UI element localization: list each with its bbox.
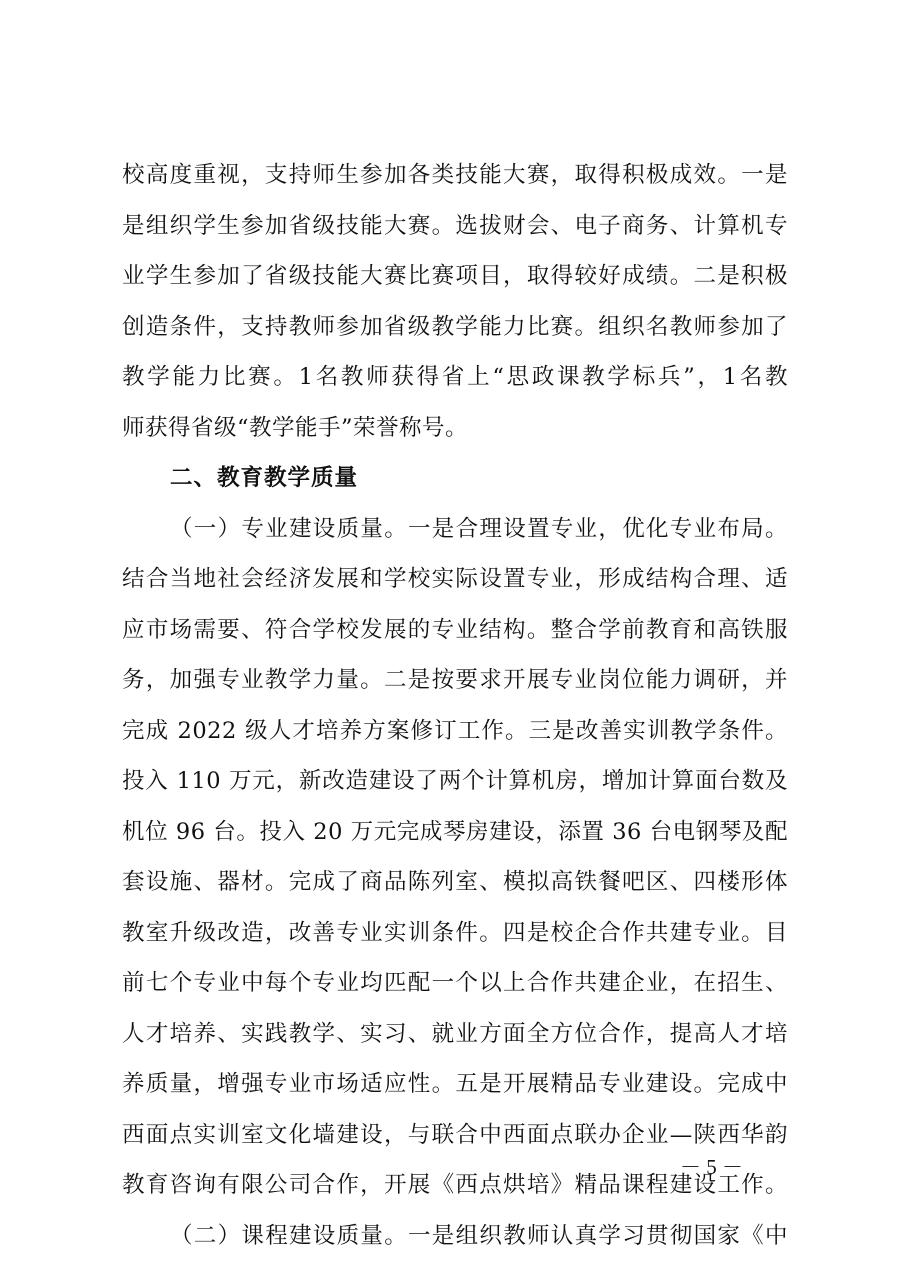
text-line: 养质量，增强专业市场适应性。五是开展精品专业建设。完成中 bbox=[122, 1071, 788, 1097]
text-line: 务，加强专业教学力量。二是按要求开展专业岗位能力调研，并 bbox=[122, 667, 788, 693]
text-line: 校高度重视，支持师生参加各类技能大赛，取得积极成效。一是 bbox=[122, 162, 788, 188]
text-line: 人才培养、实践教学、实习、就业方面全方位合作，提高人才培 bbox=[122, 1020, 788, 1047]
text-line: （二）课程建设质量。一是组织教师认真学习贯彻国家《中 bbox=[170, 1222, 788, 1249]
text-line: 投入 110 万元，新改造建设了两个计算机房，增加计算面台数及 bbox=[122, 768, 788, 794]
section-heading: 二、教育教学质量 bbox=[170, 465, 359, 491]
text-line: 教室升级改造，改善专业实训条件。四是校企合作共建专业。目 bbox=[122, 919, 788, 946]
text-line: 创造条件，支持教师参加省级教学能力比赛。组织名教师参加了 bbox=[122, 313, 788, 340]
text-line: （一）专业建设质量。一是合理设置专业，优化专业布局。 bbox=[170, 515, 788, 542]
text-line: 是组织学生参加省级技能大赛。选拔财会、电子商务、计算机专 bbox=[122, 212, 788, 239]
text-line: 完成 2022 级人才培养方案修订工作。三是改善实训教学条件。 bbox=[122, 717, 788, 744]
text-line: 套设施、器材。完成了商品陈列室、模拟高铁餐吧区、四楼形体 bbox=[122, 869, 788, 895]
text-line: 结合当地社会经济发展和学校实际设置专业，形成结构合理、适 bbox=[122, 566, 788, 592]
text-line: 教育咨询有限公司合作，开展《西点烘培》精品课程建设工作。 bbox=[122, 1172, 788, 1198]
text-line: 机位 96 台。投入 20 万元完成琴房建设，添置 36 台电钢琴及配 bbox=[122, 818, 788, 845]
text-line: 前七个专业中每个专业均匹配一个以上合作共建企业，在招生、 bbox=[122, 970, 788, 996]
page-number: － 5 － bbox=[680, 1155, 743, 1179]
text-line: 业学生参加了省级技能大赛比赛项目，取得较好成绩。二是积极 bbox=[122, 263, 788, 289]
text-line: 教学能力比赛。1名教师获得省上“思政课教学标兵”，1名教 bbox=[122, 364, 788, 390]
text-line: 应市场需要、符合学校发展的专业结构。整合学前教育和高铁服 bbox=[122, 616, 788, 643]
text-line: 师获得省级“教学能手”荣誉称号。 bbox=[122, 414, 469, 441]
text-line: 西面点实训室文化墙建设，与联合中西面点联办企业—陕西华韵 bbox=[122, 1121, 788, 1148]
